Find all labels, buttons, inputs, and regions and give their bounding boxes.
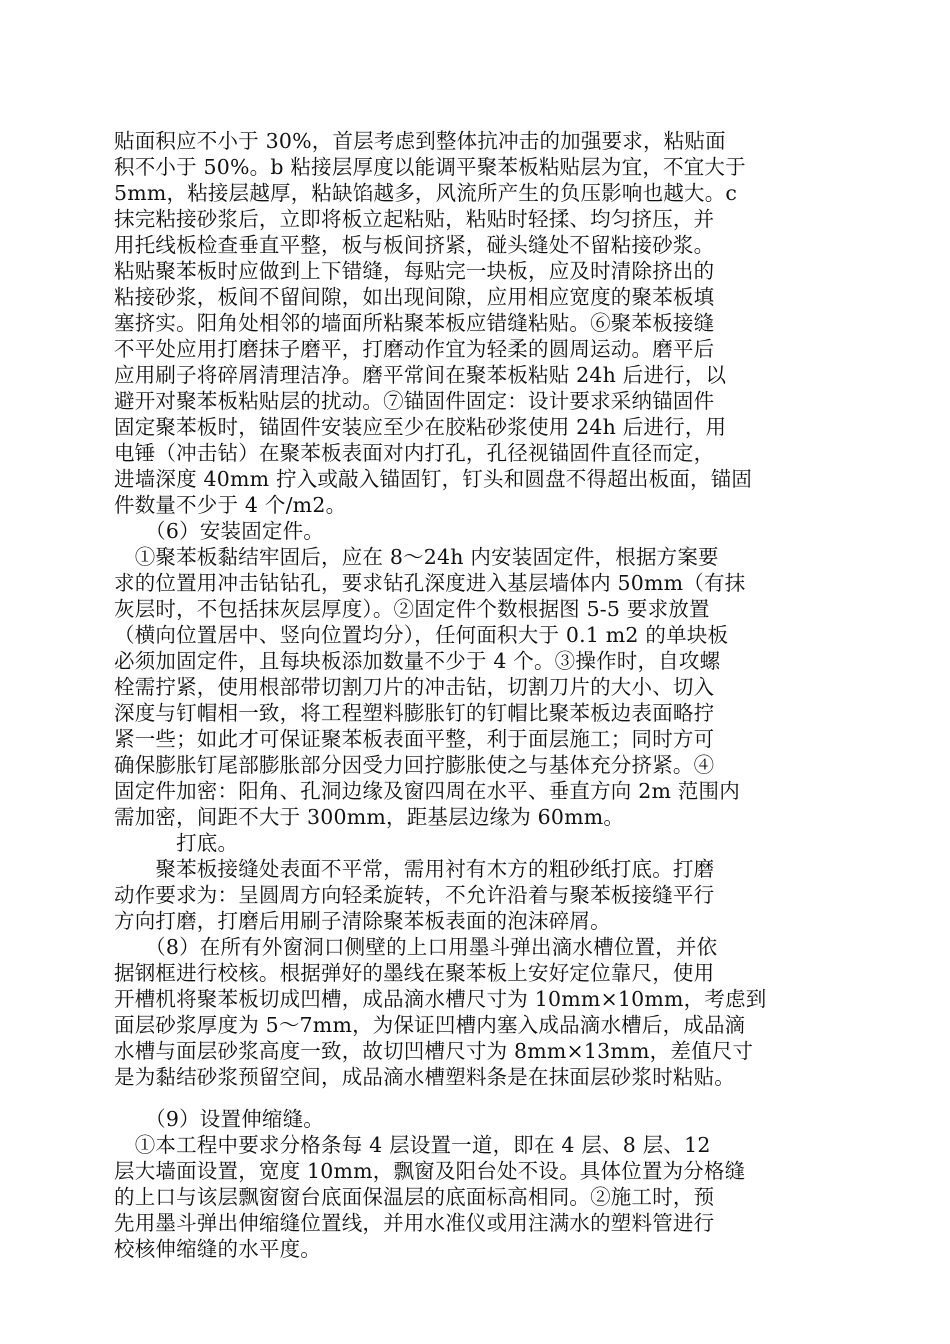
text-line: 积不小于 50%。b 粘接层厚度以能调平聚苯板粘贴层为宜，不宜大于 [114, 155, 746, 179]
text-line: 是为黏结砂浆预留空间，成品滴水槽塑料条是在抹面层砂浆时粘贴。 [114, 1065, 735, 1089]
text-line: 贴面积应不小于 30%，首层考虑到整体抗冲击的加强要求，粘贴面 [114, 129, 726, 153]
text-line: 层大墙面设置，宽度 10mm，飘窗及阳台处不设。具体位置为分格缝 [114, 1159, 746, 1183]
text-line: 水槽与面层砂浆高度一致，故切凹槽尺寸为 8mm×13mm，差值尺寸 [114, 1039, 754, 1063]
text-line: 必须加固定件，且每块板添加数量不少于 4 个。③操作时，自攻螺 [114, 649, 721, 673]
text-line: 确保膨胀钉尾部膨胀部分因受力回拧膨胀使之与基体充分挤紧。④ [114, 753, 715, 777]
text-line: 不平处应用打磨抹子磨平，打磨动作宜为轻柔的圆周运动。磨平后 [114, 337, 715, 361]
text-line: 避开对聚苯板粘贴层的扰动。⑦锚固件固定：设计要求采纳锚固件 [114, 389, 715, 413]
text-line: 5mm，粘接层越厚，粘缺馅越多，风流所产生的负压影响也越大。c [114, 181, 738, 205]
text-line: 先用墨斗弹出伸缩缝位置线，并用水准仪或用注满水的塑料管进行 [114, 1211, 715, 1235]
text-line: 灰层时，不包括抹灰层厚度）。②固定件个数根据图 5-5 要求放置 [114, 597, 710, 621]
text-line: 固定聚苯板时，锚固件安装应至少在胶粘砂浆使用 24h 后进行，用 [114, 415, 727, 439]
text-line: 粘接砂浆，板间不留间隙，如出现间隙，应用相应宽度的聚苯板填 [114, 285, 715, 309]
text-line: 面层砂浆厚度为 5～7mm，为保证凹槽内塞入成品滴水槽后，成品滴 [114, 1013, 746, 1037]
text-line: 电锤（冲击钻）在聚苯板表面对内打孔，孔径视锚固件直径而定， [114, 441, 715, 465]
text-line: 栓需拧紧，使用根部带切割刀片的冲击钻，切割刀片的大小、切入 [114, 675, 715, 699]
text-line: 开槽机将聚苯板切成凹槽，成品滴水槽尺寸为 10mm×10mm，考虑到 [114, 987, 767, 1011]
text-line: 聚苯板接缝处表面不平常，需用衬有木方的粗砂纸打底。打磨 [114, 857, 715, 881]
text-line: ①聚苯板黏结牢固后，应在 8～24h 内安装固定件，根据方案要 [114, 545, 719, 569]
text-line: 方向打磨，打磨后用刷子清除聚苯板表面的泡沫碎屑。 [114, 909, 611, 933]
text-line: 深度与钉帽相一致，将工程塑料膨胀钉的钉帽比聚苯板边表面略拧 [114, 701, 715, 725]
text-line: 需加密，间距不大于 300mm，距基层边缘为 60mm。 [114, 805, 625, 829]
text-line: 求的位置用冲击钻钻孔，要求钻孔深度进入基层墙体内 50mm（有抹 [114, 571, 746, 595]
text-line: 件数量不少于 4 个/m2。 [114, 493, 347, 517]
text-line: 据钢框进行校核。根据弹好的墨线在聚苯板上安好定位靠尺，使用 [114, 961, 715, 985]
section-heading: （9）设置伸缩缝。 [114, 1107, 324, 1131]
text-line: 固定件加密：阳角、孔洞边缘及窗四周在水平、垂直方向 2m 范围内 [114, 779, 740, 803]
text-line: 紧一些；如此才可保证聚苯板表面平整，利于面层施工；同时方可 [114, 727, 715, 751]
section-heading: 打底。 [114, 831, 239, 855]
text-line: 应用刷子将碎屑清理洁净。磨平常间在聚苯板粘贴 24h 后进行，以 [114, 363, 727, 387]
text-line: 用托线板检查垂直平整，板与板间挤紧，碰头缝处不留粘接砂浆。 [114, 233, 715, 257]
text-line: （横向位置居中、竖向位置均分），任何面积大于 0.1 m2 的单块板 [114, 623, 729, 647]
section-heading: （6）安装固定件。 [114, 519, 324, 543]
text-line: ①本工程中要求分格条每 4 层设置一道，即在 4 层、8 层、12 [114, 1133, 711, 1157]
text-line: 塞挤实。阳角处相邻的墙面所粘聚苯板应错缝粘贴。⑥聚苯板接缝 [114, 311, 715, 335]
text-line: 的上口与该层飘窗窗台底面保温层的底面标高相同。②施工时，预 [114, 1185, 715, 1209]
text-line: 校核伸缩缝的水平度。 [114, 1237, 321, 1261]
text-line: 抹完粘接砂浆后，立即将板立起粘贴，粘贴时轻揉、均匀挤压，并 [114, 207, 715, 231]
text-line: 动作要求为：呈圆周方向轻柔旋转，不允许沿着与聚苯板接缝平行 [114, 883, 715, 907]
text-line: （8）在所有外窗洞口侧壁的上口用墨斗弹出滴水槽位置，并依 [114, 935, 718, 959]
text-line: 进墙深度 40mm 拧入或敲入锚固钉，钉头和圆盘不得超出板面，锚固 [114, 467, 753, 491]
text-line: 粘贴聚苯板时应做到上下错缝，每贴完一块板，应及时清除挤出的 [114, 259, 715, 283]
